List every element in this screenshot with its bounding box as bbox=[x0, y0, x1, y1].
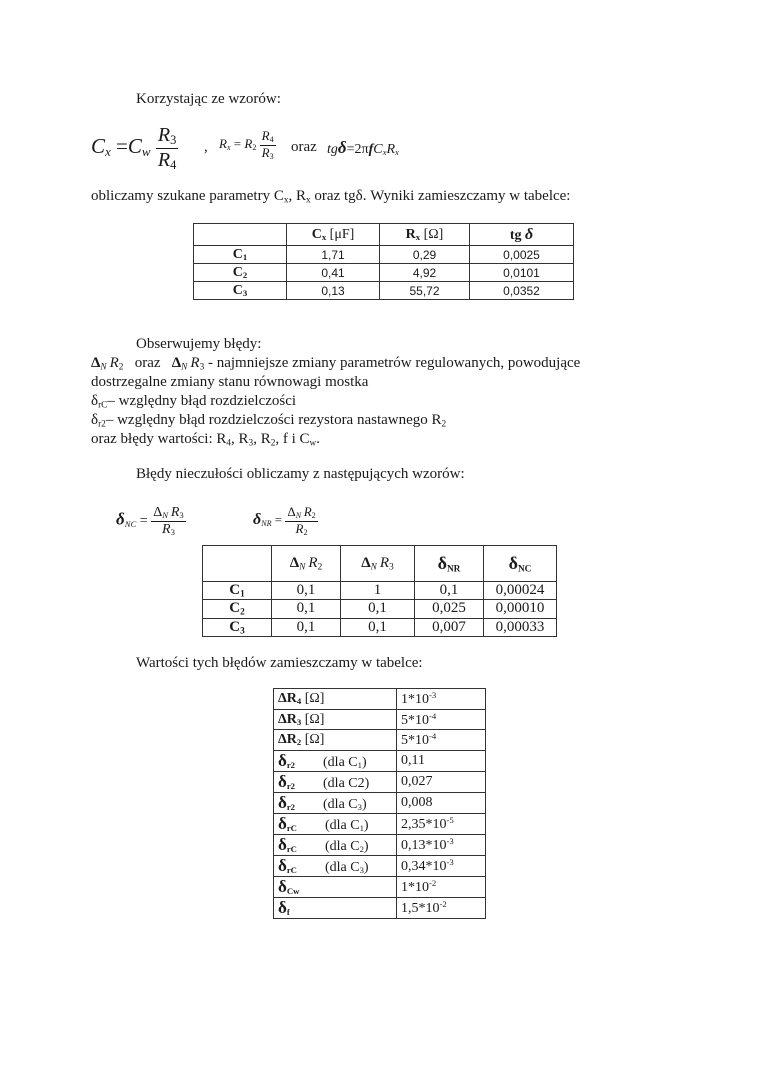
error-label: $\delta_{rC}$ (dla $C_3$) bbox=[274, 856, 397, 877]
error-value: $0,13*10^{-3}$ bbox=[397, 835, 486, 856]
cell-cx: 0,41 bbox=[287, 264, 380, 282]
table-row bbox=[203, 600, 557, 618]
row-label: $C_1$ bbox=[203, 582, 272, 600]
error-label: $\delta_{rC}$ (dla $C_1$) bbox=[274, 814, 397, 835]
row-label: $C_2$ bbox=[194, 264, 287, 282]
error-value: 0,027 bbox=[397, 772, 486, 793]
error-value: $2,35*10^{-5}$ bbox=[397, 814, 486, 835]
cell-delta-nc: 0,00024 bbox=[484, 582, 557, 600]
error-label: $\delta_{Cw}$ bbox=[274, 877, 397, 898]
row-label: $C_3$ bbox=[203, 618, 272, 636]
error-value: $1,5*10^{-2}$ bbox=[397, 898, 486, 919]
row-label: $C_2$ bbox=[203, 600, 272, 618]
table-row bbox=[274, 898, 486, 919]
cell-dn-r2: 0,1 bbox=[272, 600, 341, 618]
header-cell-empty bbox=[203, 546, 272, 582]
error-value: $0,34*10^{-3}$ bbox=[397, 856, 486, 877]
formula-tgdelta: $tg\delta=2\pi fC_xR_x$ bbox=[327, 138, 399, 158]
cell-rx: 55,72 bbox=[380, 282, 470, 300]
error-value: $5*10^{-4}$ bbox=[397, 709, 486, 730]
header-cell-empty bbox=[194, 224, 287, 246]
cell-rx: 4,92 bbox=[380, 264, 470, 282]
formula-oraz: oraz bbox=[291, 139, 317, 155]
row-label: $C_3$ bbox=[194, 282, 287, 300]
cell-delta-nr: 0,1 bbox=[415, 582, 484, 600]
error-value: 0,008 bbox=[397, 793, 486, 814]
cell-delta-nr: 0,007 bbox=[415, 618, 484, 636]
formula-rx: $R_x = R_2$ $\frac{R_4}{R_3}$ bbox=[219, 128, 274, 161]
cell-dn-r3: 0,1 bbox=[341, 618, 415, 636]
cell-cx: 1,71 bbox=[287, 246, 380, 264]
error-label: $\Delta R_4$ [Ω] bbox=[274, 689, 397, 710]
table-row bbox=[274, 709, 486, 730]
table-row bbox=[274, 793, 486, 814]
cell-tg: 0,0025 bbox=[470, 246, 574, 264]
error-label: $\Delta R_3$ [Ω] bbox=[274, 709, 397, 730]
table-row bbox=[194, 282, 574, 300]
cell-rx: 0,29 bbox=[380, 246, 470, 264]
observe-line-2: dostrzegalne zmiany stanu równowagi mostka bbox=[91, 374, 369, 390]
observe-line-4: $\delta_{r2}-$ względny błąd rozdzielczości rezystora nastawnego $R_2$ bbox=[91, 412, 447, 430]
observe-line-5: oraz błędy wartości: $R_4$, $R_3$, $R_2$, f i $C_w$. bbox=[91, 431, 321, 449]
table-row bbox=[274, 772, 486, 793]
results-intro-text: obliczamy szukane parametry $C_x$, $R_x$ oraz tgδ. Wyniki zamieszczamy w tabelce: bbox=[91, 188, 571, 206]
cell-dn-r3: 1 bbox=[341, 582, 415, 600]
table-row bbox=[274, 835, 486, 856]
table-row bbox=[274, 730, 486, 751]
results-table bbox=[193, 223, 574, 300]
cell-tg: 0,0101 bbox=[470, 264, 574, 282]
error-label: $\delta_{r2}$ (dla $C_1$) bbox=[274, 751, 397, 772]
cell-dn-r3: 0,1 bbox=[341, 600, 415, 618]
error-label: $\delta_{rC}$ (dla $C_2$) bbox=[274, 835, 397, 856]
error-label: $\delta_{r2}$ (dla C2) bbox=[274, 772, 397, 793]
error-values-table bbox=[273, 688, 486, 919]
cell-cx: 0,13 bbox=[287, 282, 380, 300]
header-cell-delta-nc: $\delta_{NC}$ bbox=[484, 546, 557, 582]
header-cell-rx: $R_x$ [Ω] bbox=[380, 224, 470, 246]
header-cell-cx: $C_x$ [μF] bbox=[287, 224, 380, 246]
table-row bbox=[194, 264, 574, 282]
error-label: $\delta_f$ bbox=[274, 898, 397, 919]
insensitivity-table bbox=[202, 545, 557, 637]
header-cell-tgdelta: tg δ bbox=[470, 224, 574, 246]
insensitivity-title: Błędy nieczułości obliczamy z następujących wzorów: bbox=[136, 466, 465, 482]
table-row bbox=[203, 582, 557, 600]
table-row bbox=[274, 689, 486, 710]
table-header-row bbox=[194, 224, 574, 246]
cell-dn-r2: 0,1 bbox=[272, 582, 341, 600]
table-row bbox=[203, 618, 557, 636]
formula-cx: $C_x =C_w$ $\frac{R_3}{R_4}$ bbox=[91, 124, 177, 172]
cell-delta-nc: 0,00033 bbox=[484, 618, 557, 636]
cell-delta-nr: 0,025 bbox=[415, 600, 484, 618]
error-label: $\delta_{r2}$ (dla $C_3$) bbox=[274, 793, 397, 814]
table-header-row bbox=[203, 546, 557, 582]
header-cell-dn-r3: $\Delta_N$ $R_3$ bbox=[341, 546, 415, 582]
values-title: Wartości tych błędów zamieszczamy w tabelce: bbox=[136, 655, 423, 671]
observe-line-1: $\Delta_N$ $R_2$ oraz $\Delta_N$ $R_3$ - najmniejsze zmiany parametrów regulowanych, powodujące bbox=[91, 355, 581, 373]
table-row bbox=[274, 856, 486, 877]
intro-text: Korzystając ze wzorów: bbox=[136, 91, 281, 107]
error-value: $1*10^{-2}$ bbox=[397, 877, 486, 898]
table-row bbox=[274, 751, 486, 772]
observe-line-3: $\delta_{rC}-$ względny błąd rozdzielczości bbox=[91, 393, 297, 411]
table-row bbox=[274, 877, 486, 898]
formula-separator: , bbox=[204, 139, 208, 155]
error-label: $\Delta R_2$ [Ω] bbox=[274, 730, 397, 751]
header-cell-delta-nr: $\delta_{NR}$ bbox=[415, 546, 484, 582]
row-label: $C_1$ bbox=[194, 246, 287, 264]
table-row bbox=[274, 814, 486, 835]
cell-dn-r2: 0,1 bbox=[272, 618, 341, 636]
error-value: $5*10^{-4}$ bbox=[397, 730, 486, 751]
formula-delta-nr: $\delta_{NR}$ = $\frac{\Delta_N R_2}{R_2}$ bbox=[253, 504, 316, 537]
observe-title: Obserwujemy błędy: bbox=[136, 336, 262, 352]
header-cell-dn-r2: $\Delta_N$ $R_2$ bbox=[272, 546, 341, 582]
formula-delta-nc: $\delta_{NC}$ = $\frac{\Delta_N R_3}{R_3}$ bbox=[116, 505, 184, 537]
error-value: 0,11 bbox=[397, 751, 486, 772]
table-row bbox=[194, 246, 574, 264]
error-value: $1*10^{-3}$ bbox=[397, 689, 486, 710]
cell-tg: 0,0352 bbox=[470, 282, 574, 300]
cell-delta-nc: 0,00010 bbox=[484, 600, 557, 618]
